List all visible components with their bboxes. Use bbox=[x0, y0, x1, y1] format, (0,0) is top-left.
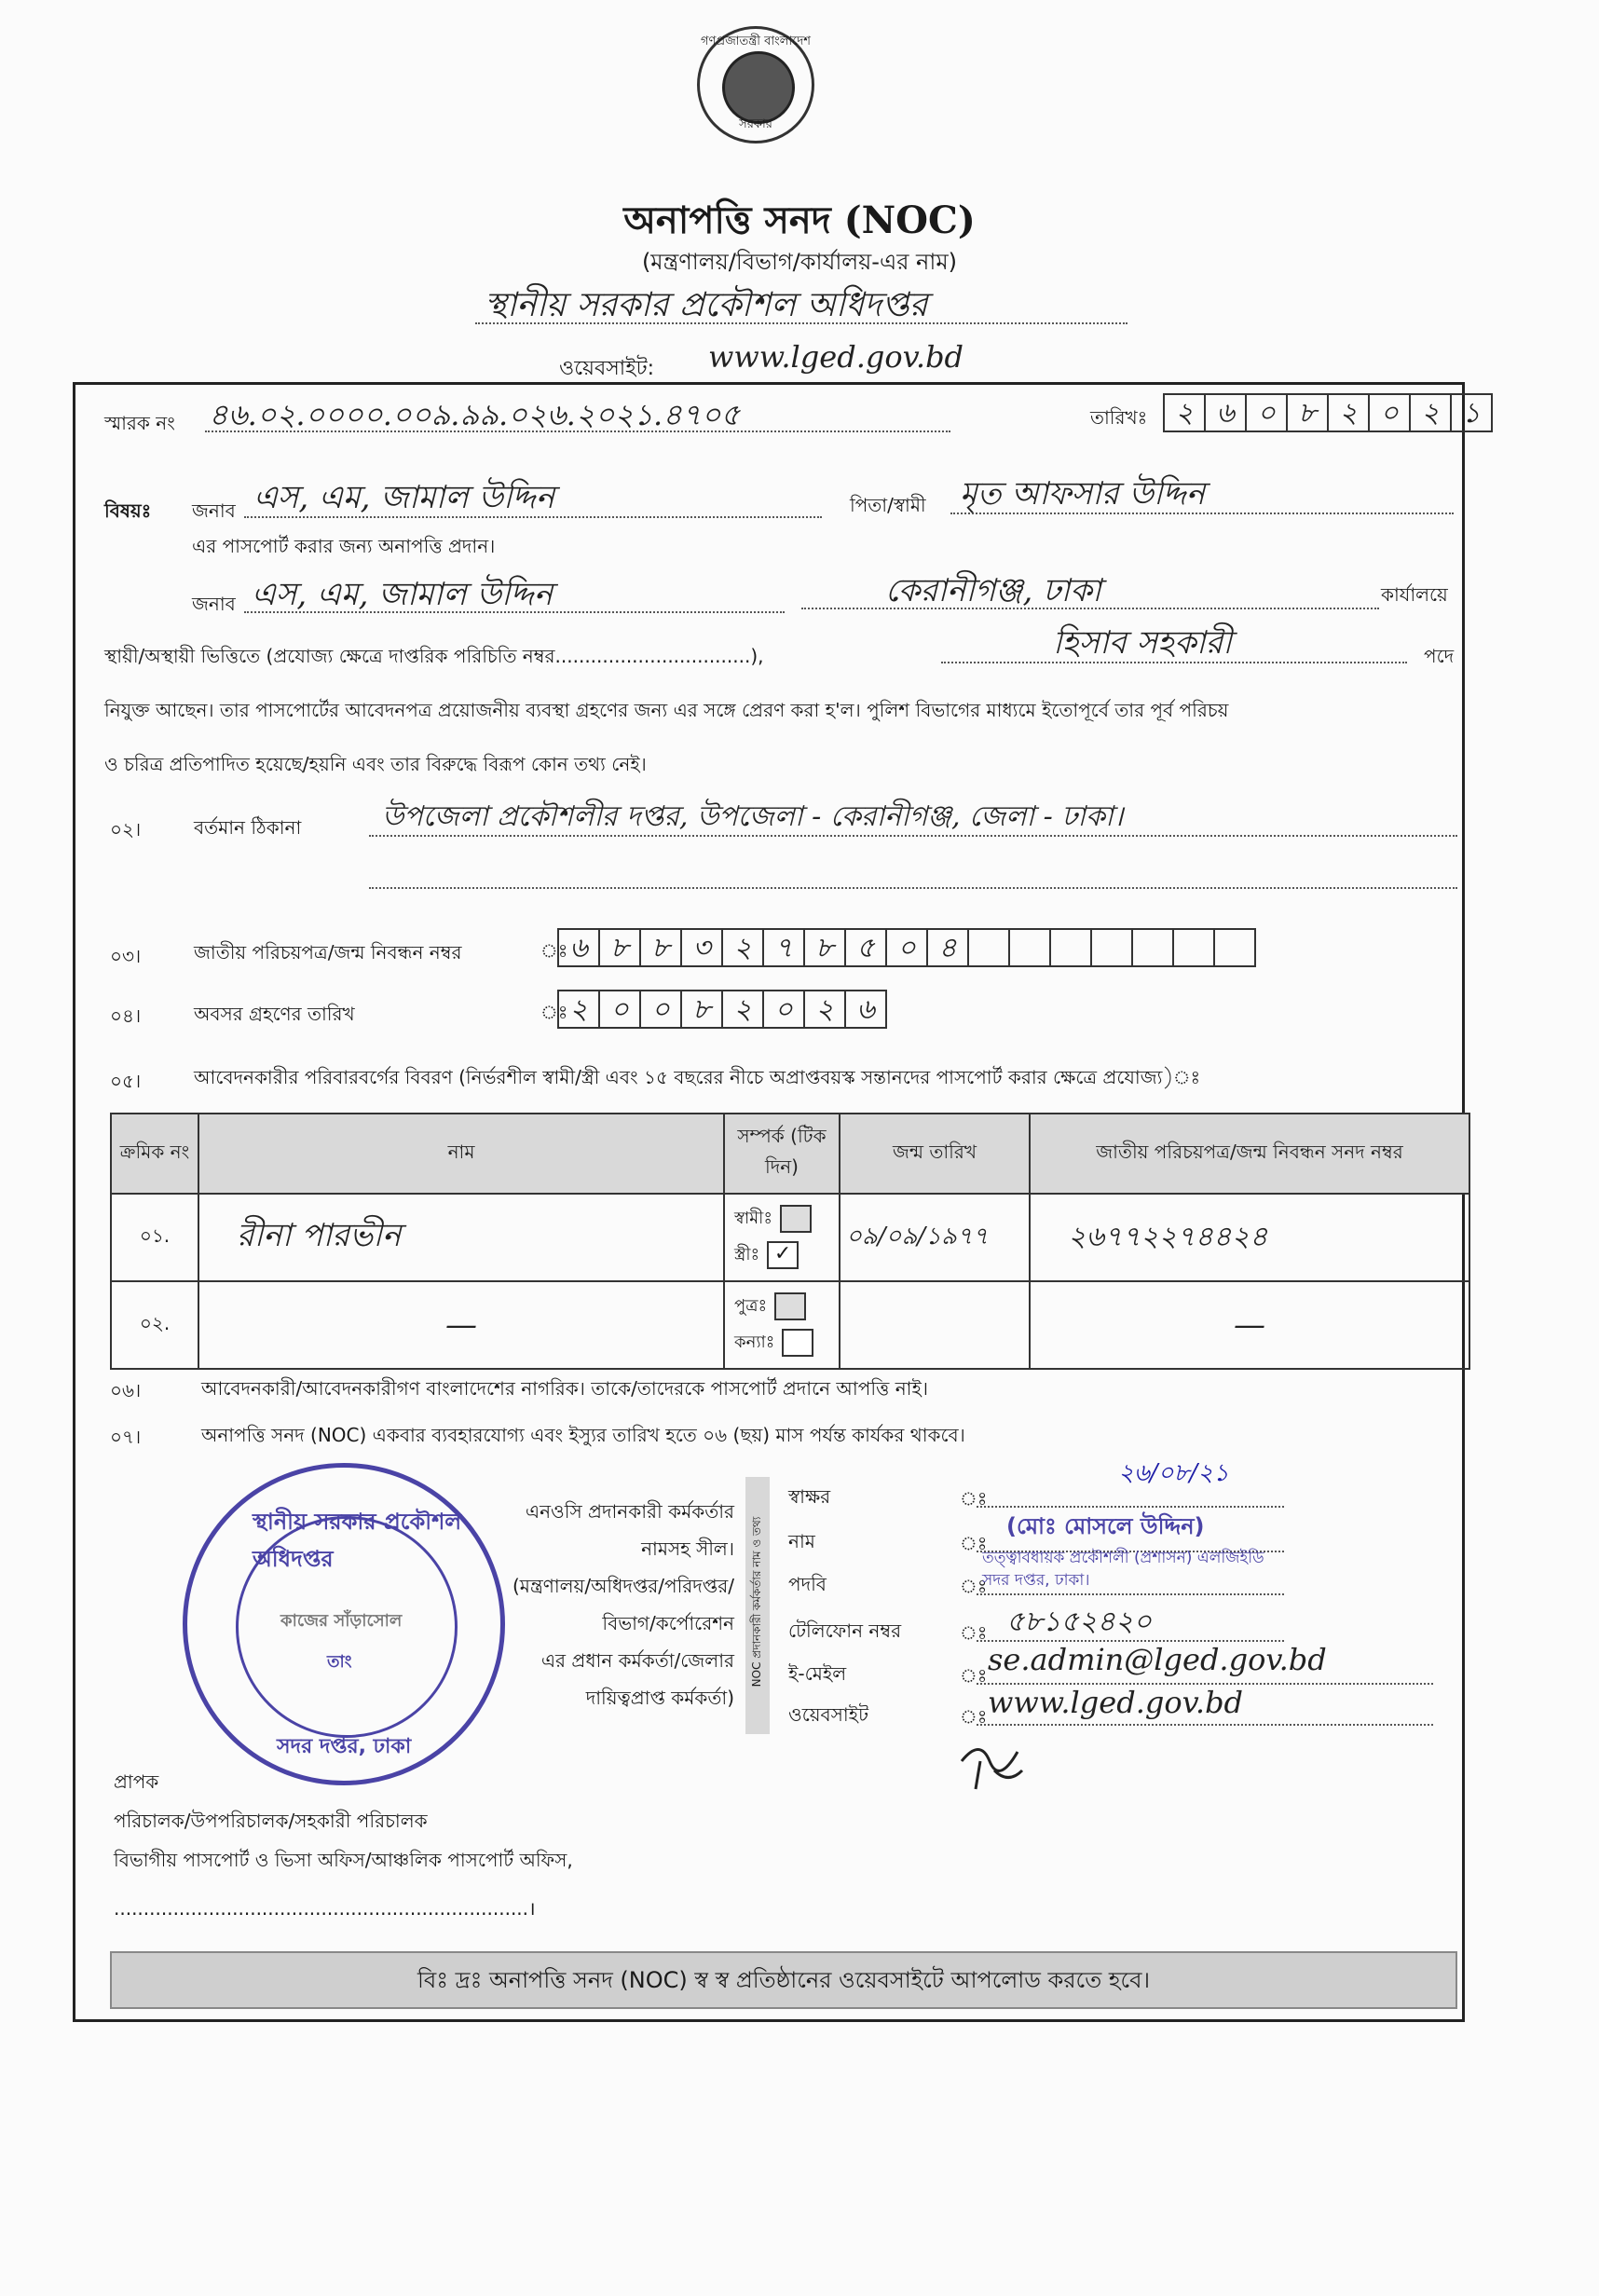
signer-line-4: বিভাগ/কর্পোরেশন bbox=[602, 1612, 734, 1634]
designation-label: পদবি bbox=[788, 1573, 827, 1595]
signer-line-5: এর প্রধান কর্মকর্তা/জেলার bbox=[540, 1649, 734, 1672]
page-subtitle: (মন্ত্রণালয়/বিভাগ/কার্যালয়-এর নাম) bbox=[641, 249, 958, 275]
row-name: — bbox=[198, 1281, 724, 1369]
date-digit: ১ bbox=[1450, 393, 1493, 432]
item-number-02: ০২। bbox=[110, 818, 142, 840]
office-stamp bbox=[183, 1463, 505, 1785]
signer-line-1: এনওসি প্রদানকারী কর্মকর্তার bbox=[525, 1500, 734, 1523]
noc-vertical-strip bbox=[745, 1477, 770, 1734]
office-label: কার্যালয়ে bbox=[1381, 583, 1448, 606]
row-relation bbox=[724, 1281, 840, 1369]
row-nid: — bbox=[1030, 1281, 1469, 1369]
signature-label: স্বাক্ষর bbox=[788, 1485, 831, 1508]
nid-label: জাতীয় পরিচয়পত্র/জন্ম নিবন্ধন নম্বর bbox=[194, 941, 462, 964]
post-label: পদে bbox=[1424, 645, 1455, 667]
telephone-colon: ঃ bbox=[960, 1621, 988, 1644]
subject-mr-label: জনাব bbox=[192, 499, 236, 522]
retire-colon: ঃ bbox=[540, 1001, 568, 1023]
permanent-text: স্থায়ী/অস্থায়ী ভিত্তিতে (প্রযোজ্য ক্ষেত্রে দাপ্তরিক পরিচিতি নম্বর.................................), bbox=[104, 645, 764, 667]
office-name-underline bbox=[475, 322, 1128, 324]
nid-digit bbox=[1172, 928, 1215, 967]
website-field-value: www.lged.gov.bd bbox=[988, 1685, 1244, 1720]
retire-digit: ২ bbox=[721, 990, 764, 1029]
table-row bbox=[111, 1281, 1469, 1369]
name-colon: ঃ bbox=[960, 1532, 988, 1554]
relation-wife-checkbox: ✓ bbox=[767, 1241, 799, 1269]
telephone-label: টেলিফোন নম্বর bbox=[788, 1620, 902, 1642]
subject-name: এস, এম, জামাল উদ্দিন bbox=[253, 479, 555, 516]
row-dob bbox=[840, 1281, 1030, 1369]
row-relation bbox=[724, 1194, 840, 1281]
header-dob: জন্ম তারিখ bbox=[840, 1114, 1030, 1194]
table-row bbox=[111, 1194, 1469, 1281]
retire-digit: ০ bbox=[598, 990, 641, 1029]
office-name: স্থানীয় সরকার প্রকৌশল অধিদপ্তর bbox=[485, 286, 928, 324]
signer-line-2: নামসহ সীল। bbox=[641, 1538, 734, 1560]
recipient-line-2: বিভাগীয় পাসপোর্ট ও ভিসা অফিস/আঞ্চলিক পাসপোর্ট অফিস, bbox=[114, 1849, 573, 1871]
nid-digit bbox=[967, 928, 1010, 967]
seal-bottom-text: সরকার bbox=[739, 117, 772, 131]
retire-digit: ৮ bbox=[680, 990, 723, 1029]
page-title: অনাপত্তি সনদ (NOC) bbox=[623, 198, 976, 242]
date-digit: ২ bbox=[1163, 393, 1206, 432]
body-office-underline bbox=[801, 608, 1379, 609]
memo-label: স্মারক নং bbox=[104, 412, 175, 434]
retire-digit: ২ bbox=[557, 990, 600, 1029]
nid-digit bbox=[1213, 928, 1256, 967]
nid-digit: ৪ bbox=[926, 928, 969, 967]
government-seal bbox=[697, 26, 814, 144]
signature-underline bbox=[977, 1506, 1284, 1508]
date-digit: ২ bbox=[1409, 393, 1452, 432]
email-colon: ঃ bbox=[960, 1664, 988, 1687]
website-field-label: ওয়েবসাইট bbox=[788, 1703, 868, 1726]
signature-value: ২৬/০৮/২১ bbox=[1118, 1459, 1229, 1487]
row-nid: ২৬৭৭২২৭৪৪২৪ bbox=[1030, 1194, 1469, 1281]
date-digit: ০ bbox=[1245, 393, 1288, 432]
nid-digit: ৩ bbox=[680, 928, 723, 967]
relation-wife-label: স্ত্রীঃ bbox=[734, 1245, 760, 1264]
website-field-underline bbox=[977, 1724, 1433, 1726]
subject-name-underline bbox=[244, 516, 822, 518]
nid-boxes bbox=[559, 928, 1256, 967]
body-name: এস, এম, জামাল উদ্দিন bbox=[252, 576, 554, 613]
initials-signature-icon bbox=[952, 1733, 1036, 1798]
retire-digit: ০ bbox=[639, 990, 682, 1029]
retire-digit: ২ bbox=[803, 990, 846, 1029]
signer-line-3: (মন্ত্রণালয়/অধিদপ্তর/পরিদপ্তর/ bbox=[512, 1575, 734, 1597]
seal-emblem-icon bbox=[722, 51, 795, 124]
header-serial: ক্রমিক নং bbox=[111, 1114, 198, 1194]
nid-digit: ৭ bbox=[762, 928, 805, 967]
nid-digit: ৫ bbox=[844, 928, 887, 967]
footer-note: বিঃ দ্রঃ অনাপত্তি সনদ (NOC) স্ব স্ব প্রতিষ্ঠানের ওয়েবসাইটে আপলোড করতে হবে। bbox=[110, 1951, 1457, 2009]
stamp-bottom-text: সদর দপ্তর, ঢাকা bbox=[277, 1735, 412, 1758]
body-paragraph-1: নিযুক্ত আছেন। তার পাসপোর্টের আবেদনপত্র প্রয়োজনীয় ব্যবস্থা গ্রহণের জন্য এর সঙ্গে প্রেরণ করা হ'ল। পুলিশ বিভাগের মাধ্যমে ইতোপূর্বে তার পূর্ব পরিচয় bbox=[104, 699, 1229, 721]
retire-boxes bbox=[559, 990, 887, 1029]
address-value: উপজেলা প্রকৌশলীর দপ্তর, উপজেলা - কেরানীগঞ্জ, জেলা - ঢাকা। bbox=[382, 800, 1124, 833]
nid-digit: ৬ bbox=[557, 928, 600, 967]
name-value: (মোঃ মোসলে উদ্দিন) bbox=[1006, 1513, 1205, 1539]
nid-digit bbox=[1008, 928, 1051, 967]
item-07-text: অনাপত্তি সনদ (NOC) একবার ব্যবহারযোগ্য এবং ইস্যুর তারিখ হতে ০৬ (ছয়) মাস পর্যন্ত কার্যকর থাকবে। bbox=[201, 1424, 965, 1446]
seal-top-text: গণপ্রজাতন্ত্রী বাংলাদেশ bbox=[701, 34, 811, 48]
nid-digit: ৮ bbox=[598, 928, 641, 967]
row-serial: ০১. bbox=[111, 1194, 198, 1281]
recipient-line-1: পরিচালক/উপপরিচালক/সহকারী পরিচালক bbox=[114, 1810, 428, 1832]
telephone-value: ৫৮১৫২৪২০ bbox=[1006, 1606, 1152, 1638]
nid-digit bbox=[1131, 928, 1174, 967]
father-name: মৃত আফসার উদ্দিন bbox=[960, 475, 1206, 512]
designation-value: তত্ত্বাবধায়ক প্রকৌশলী (প্রশাসন) এলজিইডি সদর দপ্তর, ঢাকা। bbox=[982, 1549, 1264, 1590]
row-name: রীনা পারভীন bbox=[198, 1194, 724, 1281]
relation-son-checkbox bbox=[774, 1292, 806, 1320]
strip-text: NOC প্রদানকারী কর্মকর্তার নাম ও তথ্য bbox=[750, 1516, 763, 1688]
name-label: নাম bbox=[788, 1530, 815, 1552]
designation-field-underline bbox=[977, 1593, 1284, 1595]
subject-line2: এর পাসপোর্ট করার জন্য অনাপত্তি প্রদান। bbox=[192, 535, 496, 557]
nid-digit: ০ bbox=[885, 928, 928, 967]
stamp-top-text: স্থানীয় সরকার প্রকৌশল অধিদপ্তর bbox=[253, 1509, 462, 1572]
nid-digit: ৮ bbox=[639, 928, 682, 967]
father-underline bbox=[950, 512, 1454, 514]
designation-colon: ঃ bbox=[960, 1575, 988, 1597]
stamp-tag: তাং bbox=[327, 1652, 352, 1672]
family-label: আবেদনকারীর পরিবারবর্গের বিবরণ (নির্ভরশীল স্বামী/স্ত্রী এবং ১৫ বছরের নীচে অপ্রাপ্তবয়স্ক সন্তানদের পাসপোর্ট করার ক্ষেত্রে প্রযোজ্য)ঃ bbox=[194, 1066, 1201, 1088]
website-value: www.lged.gov.bd bbox=[708, 339, 964, 375]
date-digit: ০ bbox=[1368, 393, 1411, 432]
relation-husband-label: স্বামীঃ bbox=[734, 1209, 772, 1228]
relation-daughter-checkbox bbox=[782, 1329, 813, 1357]
email-value: se.admin@lged.gov.bd bbox=[988, 1642, 1327, 1677]
retire-label: অবসর গ্রহণের তারিখ bbox=[194, 1003, 355, 1025]
nid-digit: ২ bbox=[721, 928, 764, 967]
relation-husband-checkbox bbox=[780, 1205, 812, 1233]
date-digit: ২ bbox=[1327, 393, 1370, 432]
item-number-06: ০৬। bbox=[110, 1379, 142, 1401]
item-number-07: ০৭। bbox=[110, 1426, 142, 1448]
signer-line-6: দায়িত্বপ্রাপ্ত কর্মকর্তা) bbox=[585, 1687, 734, 1709]
nid-colon: ঃ bbox=[540, 939, 568, 962]
date-digit: ৬ bbox=[1204, 393, 1247, 432]
memo-underline bbox=[205, 430, 950, 432]
memo-value: ৪৬.০২.০০০০.০০৯.৯৯.০২৬.২০২১.৪৭০৫ bbox=[209, 397, 741, 432]
retire-digit: ০ bbox=[762, 990, 805, 1029]
signature-colon: ঃ bbox=[960, 1487, 988, 1510]
website-field-colon: ঃ bbox=[960, 1705, 988, 1728]
nid-digit: ৮ bbox=[803, 928, 846, 967]
address-underline-1 bbox=[369, 835, 1457, 837]
body-office: কেরানীগঞ্জ, ঢাকা bbox=[885, 572, 1101, 609]
subject-label: বিষয়ঃ bbox=[104, 499, 152, 522]
designation: হিসাব সহকারী bbox=[1053, 624, 1233, 662]
row-dob: ০৯/০৯/১৯৭৭ bbox=[840, 1194, 1030, 1281]
website-label: ওয়েবসাইট: bbox=[559, 357, 654, 380]
row-serial: ০২. bbox=[111, 1281, 198, 1369]
item-number-05: ০৫। bbox=[110, 1070, 142, 1092]
date-label: তারিখঃ bbox=[1090, 406, 1148, 429]
address-underline-2 bbox=[369, 887, 1457, 889]
address-label: বর্তমান ঠিকানা bbox=[194, 816, 302, 839]
relation-daughter-label: কন্যাঃ bbox=[734, 1332, 775, 1352]
body-mr-label: জনাব bbox=[192, 593, 236, 615]
retire-digit: ৬ bbox=[844, 990, 887, 1029]
nid-digit bbox=[1049, 928, 1092, 967]
stamp-middle-text: কাজের সাঁড়াসোল bbox=[280, 1611, 403, 1631]
item-number-03: ০৩। bbox=[110, 945, 142, 967]
header-name: নাম bbox=[198, 1114, 724, 1194]
item-number-04: ০৪। bbox=[110, 1004, 142, 1027]
header-relation: সম্পর্ক (টিক দিন) bbox=[724, 1114, 840, 1194]
recipient-label: প্রাপক bbox=[114, 1770, 159, 1793]
nid-digit bbox=[1090, 928, 1133, 967]
recipient-line-3: ......................................................................। bbox=[114, 1897, 536, 1920]
body-paragraph-2: ও চরিত্র প্রতিপাদিত হয়েছে/হয়নি এবং তার বিরুদ্ধে বিরূপ কোন তথ্য নেই। bbox=[104, 753, 647, 775]
item-06-text: আবেদনকারী/আবেদনকারীগণ বাংলাদেশের নাগরিক। তাকে/তাদেরকে পাসপোর্ট প্রদানে আপত্তি নাই। bbox=[201, 1377, 929, 1400]
relation-son-label: পুত্রঃ bbox=[734, 1296, 768, 1316]
body-name-underline bbox=[244, 611, 785, 613]
date-digit: ৮ bbox=[1286, 393, 1329, 432]
father-label: পিতা/স্বামী bbox=[850, 494, 926, 516]
family-table bbox=[110, 1113, 1470, 1370]
header-nid: জাতীয় পরিচয়পত্র/জন্ম নিবন্ধন সনদ নম্বর bbox=[1030, 1114, 1469, 1194]
date-boxes bbox=[1165, 393, 1493, 432]
email-label: ই-মেইল bbox=[788, 1662, 847, 1685]
